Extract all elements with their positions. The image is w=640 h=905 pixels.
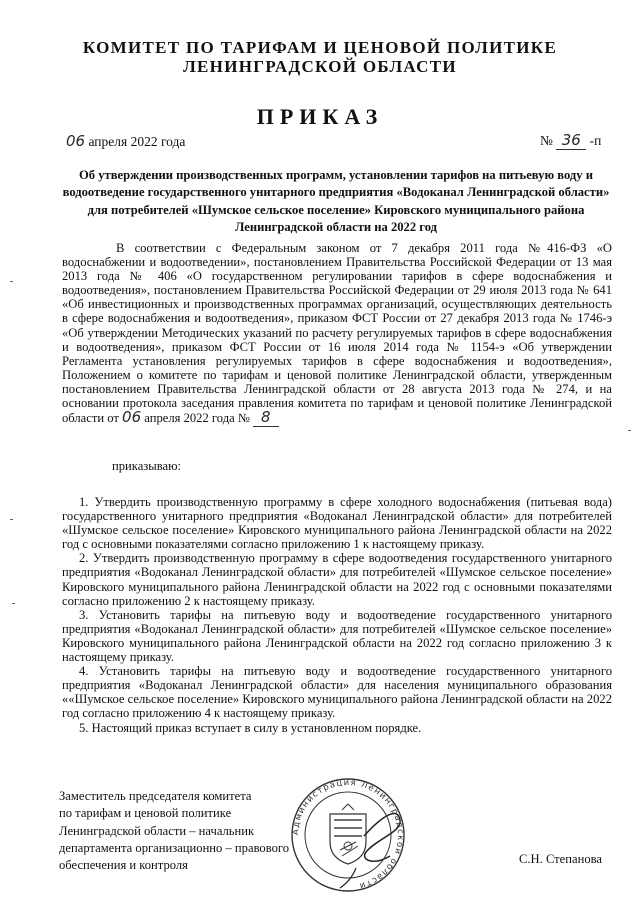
preamble-text-middle: апреля 2022 года № — [144, 411, 250, 426]
order-item: 3. Установить тарифы на питьевую воду и водоотведение государственного унитарного предприятия «Водоканал Ленинградской области» для потребителей «Шумское сельское поселение» Кировского муниципального района Ленинградской области на 2022 год согласно приложению 3 к настоящему приказу. — [62, 607, 612, 665]
preamble-paragraph — [62, 241, 612, 425]
committee-name-line-1: КОМИТЕТ ПО ТАРИФАМ И ЦЕНОВОЙ ПОЛИТИКЕ — [82, 38, 558, 57]
order-item: 4. Установить тарифы на питьевую воду и водоотведение государственного унитарного предприятия «Водоканал Ленинградской области» для населения муниципального образования ««Шумское сельское поселение» Кировского муниципального района Ленинградской области на 2022 год согласно приложению 4 к настоящему приказу. — [62, 664, 612, 721]
handwritten-protocol-day: 06 — [122, 408, 142, 427]
scan-mark — [12, 603, 15, 604]
document-date — [66, 132, 185, 150]
committee-name-line-2: ЛЕНИНГРАДСКОЙ ОБЛАСТИ — [183, 57, 457, 76]
handwritten-day: 06 — [66, 132, 86, 150]
order-item: 1. Утвердить производственную программу в сфере холодного водоснабжения (питьевая вода) государственного унитарного предприятия «Водоканал Ленинградской области» для потребителей «Шумское сельское поселение» Кировского муниципального района Ленинградской области на 2022 год с основными показателями согласно приложению 1 к настоящему приказу. — [62, 495, 612, 552]
position-line: по тарифам и ценовой политике — [59, 806, 232, 821]
order-word: приказываю: — [112, 459, 182, 473]
document-number — [540, 131, 601, 150]
position-line: обеспечения и контроля — [59, 858, 188, 873]
signatory-name: С.Н. Степанова — [519, 852, 603, 866]
preamble-text: В соответствии с Федеральным законом от 7 декабря 2011 года №416-ФЗ «О водоснабжении и водоотведении», постановлением Правительства Российской Федерации от 13 мая 2013 года № 406 «О государственном регулировании тарифов в сфере водоснабжения и водоотведения», постановлением Правительства Российской Федерации от 29 июля 2013 года № 641 «Об инвестиционных и производственных программах организаций, осуществляющих деятельность в сфере водоснабжения и водоотведения», приказом ФСТ России от 27 декабря 2013 года № 1746-э «Об утверждении Методических указаний по расчету регулируемых тарифов в сфере водоснабжения и водоотведения», приказом ФСТ России от 16 июля 2014 года № 1154-э «Об утверждении Регламента установления регулируемых тарифов в сфере водоснабжения и водоотведения», Положением о комитете по тарифам и ценовой политике Ленинградской области, утвержденным постановлением Правительства Ленинградской области от 28 августа 2013 года № 274, и на основании протокола заседания правления комитета по тарифам и ценовой политике Ленинградской области от — [62, 241, 612, 426]
order-item: 5. Настоящий приказ вступает в силу в установленном порядке. — [79, 720, 422, 735]
coat-of-arms-icon — [330, 804, 366, 864]
scan-mark — [628, 430, 631, 431]
scan-mark — [10, 519, 13, 520]
order-items — [62, 495, 612, 735]
position-line: Заместитель председателя комитета — [59, 789, 252, 803]
document-subject: Об утверждении производственных программ, установлении тарифов на питьевую воду и водоотведение государственного унитарного предприятия «Водоканал Ленинградской области» для потребителей «Шумское сельское поселение» Кировского муниципального района Ленинградской области на 2022 год — [62, 168, 610, 235]
document-title: ПРИКАЗ — [256, 104, 384, 129]
order-item: 2. Утвердить производственную программу в сфере водоотведения государственного унитарного предприятия «Водоканал Ленинградской области» для потребителей «Шумское сельское поселение» Кировского муниципального района Ленинградской области на 2022 год с основными показателями согласно приложению 2 к настоящему приказу. — [62, 551, 612, 608]
handwritten-protocol-number: 8 — [253, 408, 279, 427]
signatory-position — [59, 788, 289, 874]
scan-mark — [10, 281, 13, 282]
handwritten-number: 36 — [561, 131, 581, 149]
number-suffix: -п — [589, 133, 602, 148]
date-rest: апреля 2022 года — [88, 134, 186, 149]
official-stamp — [282, 776, 414, 894]
position-line: Ленинградской области – начальник — [59, 823, 255, 838]
stamp-ring-text: Администрация Ленинградской области — [290, 777, 406, 891]
number-sign: № — [540, 133, 553, 148]
position-line: департамента организационно – правового — [59, 840, 290, 855]
